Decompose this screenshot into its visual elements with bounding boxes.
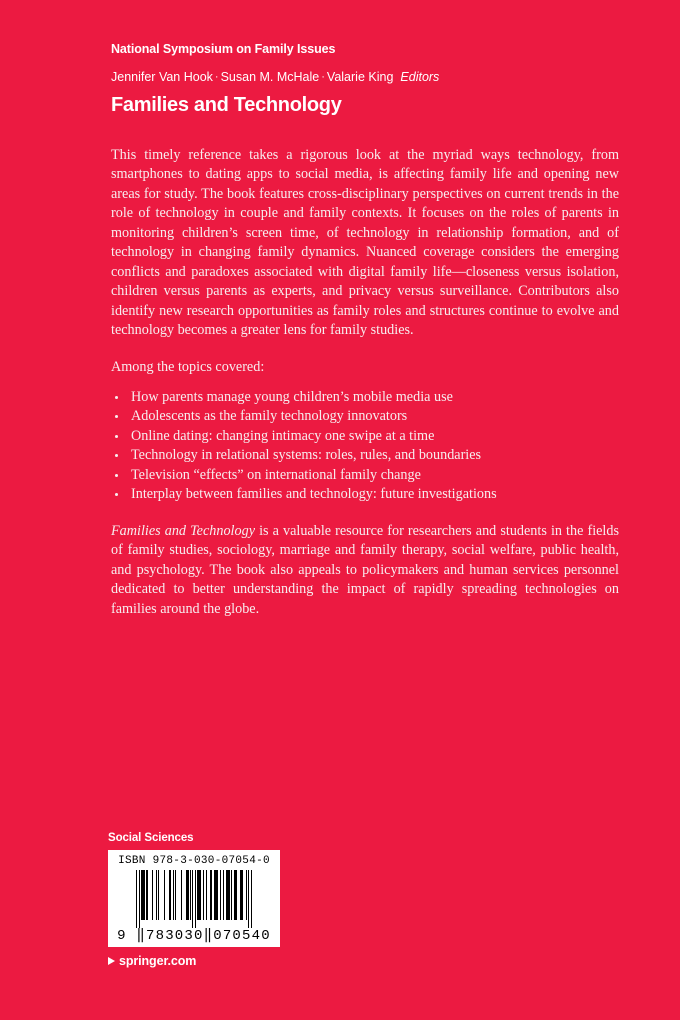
barcode-bars xyxy=(114,870,274,928)
editors-role-label: Editors xyxy=(400,70,440,84)
isbn-barcode xyxy=(108,850,280,947)
springer-logo[interactable] xyxy=(108,954,368,968)
cover-header xyxy=(111,42,621,117)
bullet-icon xyxy=(115,474,118,477)
editor-name-3: Valarie King xyxy=(326,70,394,84)
bullet-icon xyxy=(115,435,118,438)
bullet-icon xyxy=(115,396,118,399)
back-cover-blurb xyxy=(111,146,619,633)
editors-line xyxy=(111,70,621,85)
closing-body-text: is a valuable resource for researchers and students in the fields of family studies, sociology, marriage and family therapy, social welfare, public health, and psychology. The book also appeals to policymakers and human services personnel dedicated to better understanding the impact of rapidly spreading technologies on families around the globe. xyxy=(111,522,619,617)
topic-label: Interplay between families and technology: future investigations xyxy=(131,486,497,503)
topic-label: How parents manage young children’s mobile media use xyxy=(131,388,453,405)
blurb-paragraph-1: This timely reference takes a rigorous look at the myriad ways technology, from smartphones to dating apps to social media, is affecting family life and opening new areas for study. The book features cross-disciplinary perspectives on current trends in the role of technology in couple and family contexts. It focuses on the roles of parents in monitoring children’s screen time, of technology in relationship formation, and of technology in changing family dynamics. Nuanced coverage considers the emerging conflicts and paradoxes associated with digital family life—closeness versus isolation, children versus parents as experts, and privacy versus surveillance. Contributors also identify new research opportunities as family roles and structures continue to evolve and technology becomes a greater lens for family studies. xyxy=(111,147,619,339)
topic-label: Television “effects” on international family change xyxy=(131,466,421,483)
topics-lead-in: Among the topics covered: xyxy=(111,358,265,375)
closing-paragraph xyxy=(111,522,619,619)
topic-item xyxy=(111,485,619,505)
topic-item xyxy=(111,466,619,486)
topic-item xyxy=(111,446,619,466)
topic-label: Technology in relational systems: roles, rules, and boundaries xyxy=(131,447,482,464)
publisher-url-label: springer.com xyxy=(119,954,197,969)
cover-footer xyxy=(108,832,368,968)
closing-book-title: Families and Technology xyxy=(111,522,255,539)
bullet-icon xyxy=(115,415,118,418)
book-title: Families and Technology xyxy=(111,94,342,116)
editor-name-2: Susan M. McHale xyxy=(220,70,320,84)
topic-label: Online dating: changing intimacy one swipe at a time xyxy=(131,427,435,444)
bullet-icon xyxy=(115,493,118,496)
topic-item xyxy=(111,427,619,447)
editor-name-1: Jennifer Van Hook xyxy=(111,70,213,84)
topic-item xyxy=(111,388,619,408)
isbn-text: ISBN 978-3-030-07054-0 xyxy=(118,855,270,867)
topic-item xyxy=(111,407,619,427)
topic-label: Adolescents as the family technology innovators xyxy=(131,408,408,425)
bullet-icon xyxy=(115,454,118,457)
topics-list xyxy=(111,388,619,505)
series-title: National Symposium on Family Issues xyxy=(111,42,336,56)
barcode-digits: 9 ‖783030‖070540 xyxy=(117,928,271,945)
editor-separator-2: · xyxy=(321,71,325,83)
play-triangle-icon xyxy=(108,957,115,965)
subject-category-label: Social Sciences xyxy=(108,832,194,844)
editor-separator-1: · xyxy=(214,71,219,83)
